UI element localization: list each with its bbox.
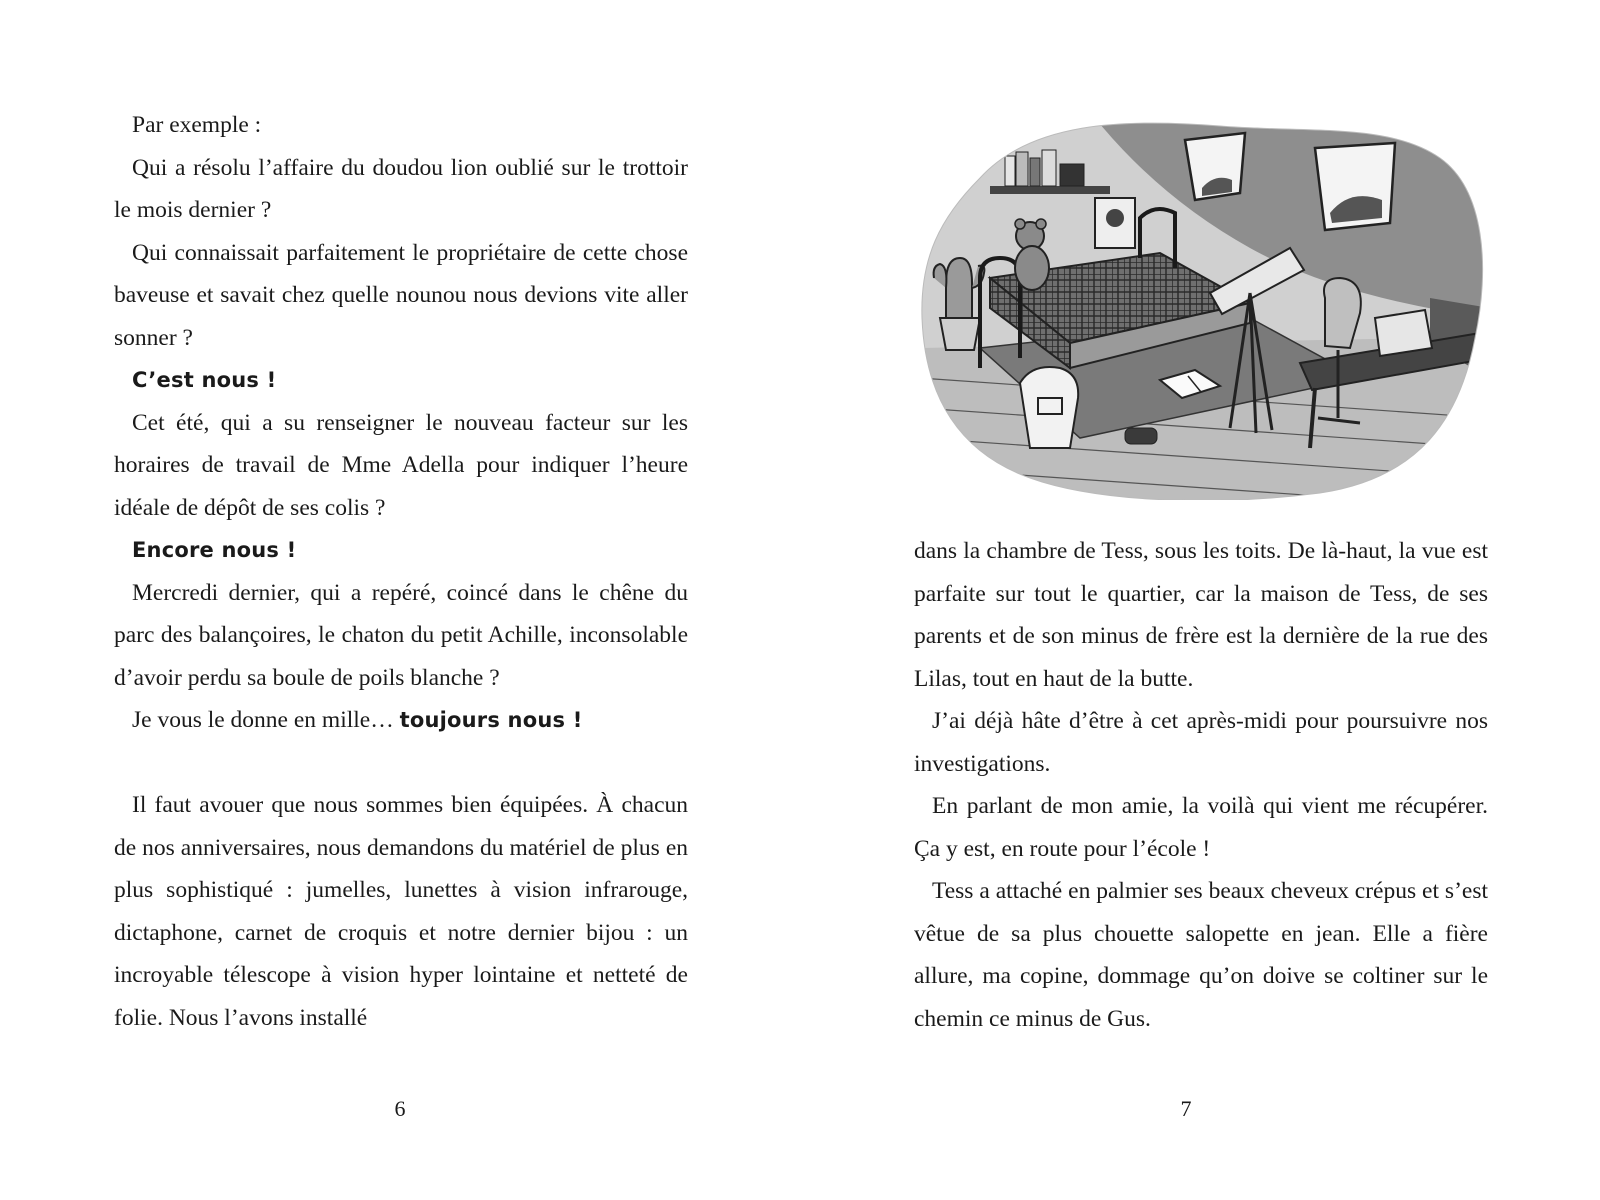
exclamation-text: C’est nous ! (132, 368, 277, 392)
paragraph-text: Je vous le donne en mille… (132, 707, 400, 733)
paragraph (114, 699, 688, 742)
paragraph: Qui connaissait parfaitement le propriétaire de cette chose baveuse et savait chez quelle nounou nous devions vite aller sonner ? (114, 239, 688, 351)
right-body-text (914, 530, 1488, 1040)
paragraph: Cet été, qui a su renseigner le nouveau facteur sur les horaires de travail de Mme Adella pour indiquer l’heure idéale de dépôt de ses colis ? (114, 409, 688, 521)
paragraph: Il faut avouer que nous sommes bien équipées. À chacun de nos anniversaires, nous demandons du matériel de plus en plus sophistiqué : jumelles, lunettes à vision infrarouge, dictaphone, carnet de croquis et notre dernier bijou : un incroyable télescope à vision hyper lointaine et netteté de folie. Nous l’avons installé (114, 792, 688, 1031)
exclamation-text: Encore nous ! (132, 538, 297, 562)
exclamation-line (114, 529, 688, 572)
page-number: 7 (1180, 1096, 1192, 1121)
paragraph: J’ai déjà hâte d’être à cet après-midi pour poursuivre nos investigations. (914, 708, 1488, 777)
bedroom-illustration-icon (920, 118, 1490, 500)
paragraph: Qui a résolu l’affaire du doudou lion oublié sur le trottoir le mois dernier ? (114, 154, 688, 223)
page-number: 6 (394, 1096, 406, 1121)
paragraph: dans la chambre de Tess, sous les toits. De là-haut, la vue est parfaite sur tout le quartier, car la maison de Tess, de ses parents et de son minus de frère est la dernière de la rue des Lilas, tout en haut de la butte. (914, 538, 1488, 692)
paragraph: Tess a attaché en palmier ses beaux cheveux crépus et s’est vêtue de sa plus chouette salopette en jean. Elle a fière allure, ma copine, dommage qu’on doive se coltiner sur le chemin ce minus de Gus. (914, 878, 1488, 1032)
left-body-text (114, 104, 688, 1039)
section-break (114, 742, 688, 785)
paragraph: En parlant de mon amie, la voilà qui vient me récupérer. Ça y est, en route pour l’école ! (914, 793, 1488, 862)
paragraph: Par exemple : (132, 112, 262, 138)
exclamation-line (114, 359, 688, 402)
exclamation-text: toujours nous ! (399, 708, 583, 732)
paragraph: Mercredi dernier, qui a repéré, coincé dans le chêne du parc des balançoires, le chaton du petit Achille, inconsolable d’avoir perdu sa boule de poils blanche ? (114, 579, 688, 691)
